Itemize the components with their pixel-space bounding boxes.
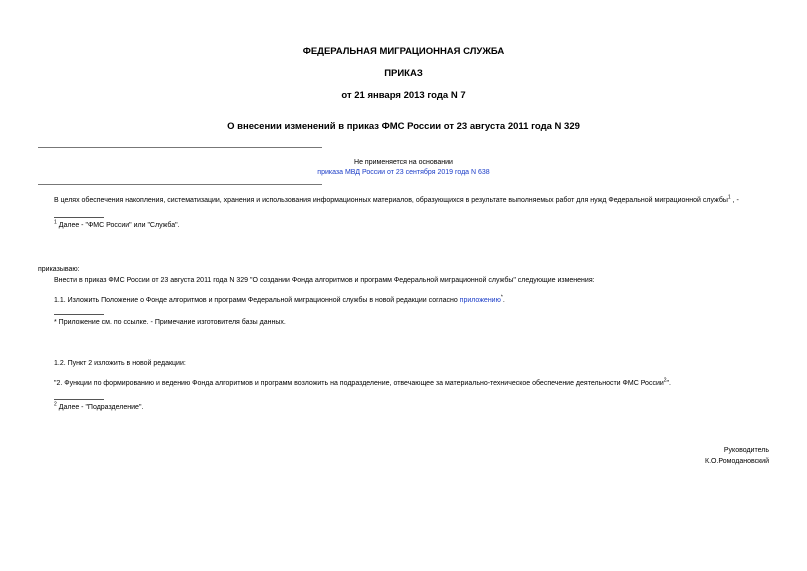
document-subject: О внесении изменений в приказ ФМС России от 23 августа 2011 года N 329 bbox=[227, 121, 580, 132]
preamble-text: В целях обеспечения накопления, систематизации, хранения и использования информационных материалов, образующихся в результате выполняемых работ для нужд Федеральной миграционной службы bbox=[54, 197, 728, 204]
item-1-1-text: 1.1. Изложить Положение о Фонде алгоритмов и программ Федеральной миграционной службы в новой редакции согласно bbox=[54, 297, 460, 304]
footnote-separator-2 bbox=[54, 399, 104, 400]
signature-title: Руководитель bbox=[723, 447, 769, 454]
footnote-ref-1[interactable]: 1 bbox=[727, 194, 731, 201]
status-note-text: Не применяется на основании bbox=[354, 159, 453, 166]
footnote-star: * Приложение см. по ссылке. - Примечание изготовителя базы данных. bbox=[54, 319, 286, 326]
appendix-link[interactable]: приложению bbox=[459, 297, 501, 304]
document-date-number: от 21 января 2013 года N 7 bbox=[341, 90, 466, 101]
agency-title: ФЕДЕРАЛЬНАЯ МИГРАЦИОННАЯ СЛУЖБА bbox=[302, 46, 505, 57]
item-1-1-end: . bbox=[502, 297, 505, 304]
intro-changes: Внести в приказ ФМС России от 23 августа 2011 года N 329 "О создании Фонда алгоритмов и программ Федеральной миграционной службы" следующие изменения: bbox=[54, 277, 595, 284]
footnote-ref-2[interactable]: 2 bbox=[663, 377, 667, 384]
footnote-separator-1 bbox=[54, 217, 104, 218]
signature-name: К.О.Ромодановский bbox=[705, 458, 769, 465]
item-2-end: ". bbox=[666, 380, 671, 387]
item-2-text: "2. Функции по формированию и ведению Фонда алгоритмов и программ возложить на подразделение, отвечающее за материально-техническое обеспечение деятельности ФМС России bbox=[54, 380, 664, 387]
footnote-separator-star bbox=[54, 314, 104, 315]
document-type: ПРИКАЗ bbox=[384, 68, 423, 79]
footnote-2-mark: 2 bbox=[54, 401, 57, 408]
preamble-paragraph bbox=[54, 194, 739, 204]
footnote-1 bbox=[54, 219, 180, 229]
footnote-2-text: Далее - "Подразделение". bbox=[56, 404, 144, 411]
status-note-link[interactable]: приказа МВД России от 23 сентября 2019 года N 638 bbox=[317, 169, 490, 176]
item-2 bbox=[54, 377, 671, 387]
footnote-1-text: Далее - "ФМС России" или "Служба". bbox=[58, 222, 180, 229]
footnote-ref-star[interactable]: * bbox=[500, 294, 503, 301]
footnote-1-mark: 1 bbox=[54, 219, 57, 226]
footnote-2 bbox=[54, 401, 144, 411]
divider-top bbox=[38, 147, 322, 148]
divider-bottom bbox=[38, 184, 322, 185]
item-1-1 bbox=[54, 294, 505, 304]
item-1-2: 1.2. Пункт 2 изложить в новой редакции: bbox=[54, 360, 186, 367]
preamble-end: , - bbox=[730, 197, 739, 204]
orders-word: приказываю: bbox=[38, 266, 80, 273]
